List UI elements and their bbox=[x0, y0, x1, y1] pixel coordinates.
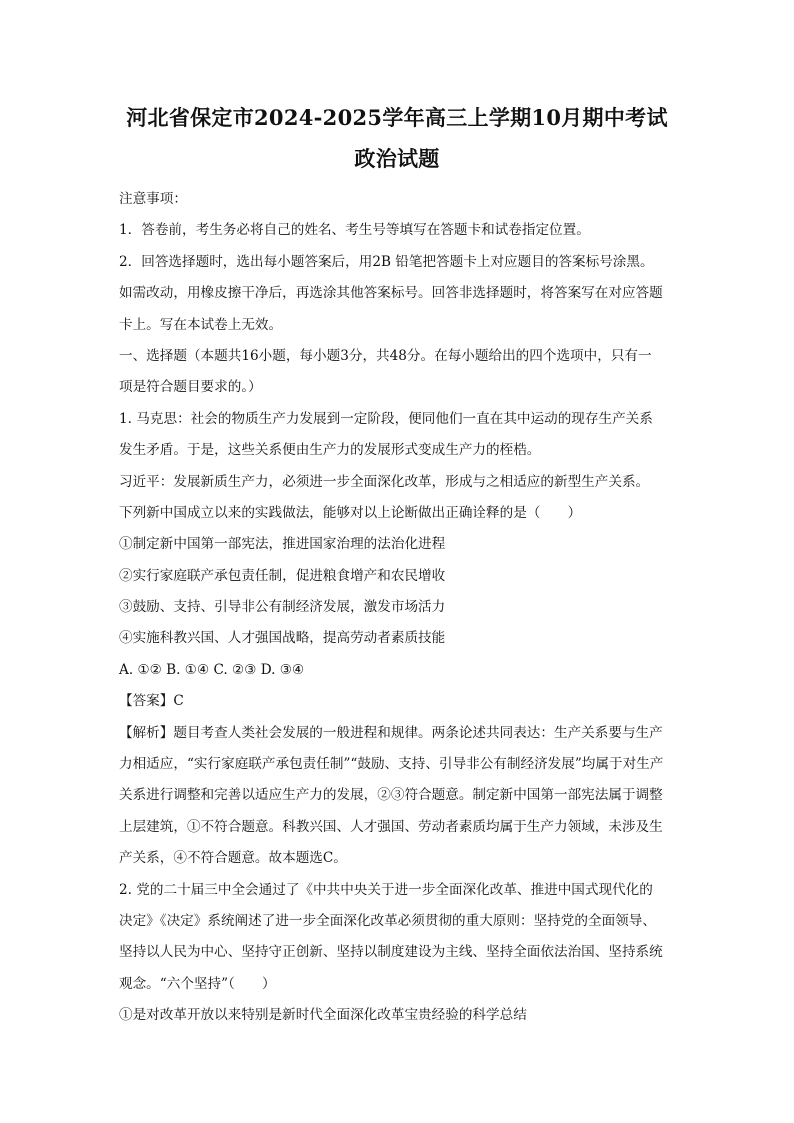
question-1-answer: 【答案】C bbox=[119, 693, 184, 710]
question-2-stem: 观念。“六个坚持”（ ） bbox=[119, 975, 276, 992]
question-2-stem: 坚持以人民为中心、坚持守正创新、坚持以制度建设为主线、坚持全面依法治国、坚持系统 bbox=[119, 944, 663, 961]
question-1-analysis: 产关系，④不符合题意。故本题选C。 bbox=[119, 850, 347, 867]
question-1-stem: 发生矛盾。于是，这些关系便由生产力的发展形式变成生产力的桎梏。 bbox=[119, 442, 541, 459]
question-1-statement: ③鼓励、支持、引导非公有制经济发展，激发市场活力 bbox=[119, 599, 446, 616]
question-1-analysis: 关系进行调整和完善以适应生产力的发展，②③符合题意。制定新中国第一部宪法属于调整 bbox=[119, 787, 663, 804]
question-1-statement: ④实施科教兴国、人才强国战略，提高劳动者素质技能 bbox=[119, 630, 446, 647]
question-2-stem: 2. 党的二十届三中全会通过了《中共中央关于进一步全面深化改革、推进中国式现代化的 bbox=[119, 881, 653, 898]
question-1-analysis: 上层建筑，①不符合题意。科教兴国、人才强国、劳动者素质均属于生产力领域，未涉及生 bbox=[119, 818, 663, 835]
notice-heading: 注意事项： bbox=[119, 191, 187, 207]
notice-item-2-cont: 如需改动，用橡皮擦干净后，再选涂其他答案标号。回答非选择题时，将答案写在对应答题 bbox=[119, 285, 663, 302]
question-1-options: A. ①② B. ①④ C. ②③ D. ③④ bbox=[119, 661, 305, 678]
question-1-analysis: 力相适应，“实行家庭联产承包责任制”“鼓励、支持、引导非公有制经济发展”均属于对生产 bbox=[119, 756, 664, 773]
notice-item-2: 2．回答选择题时，选出每小题答案后，用2B 铅笔把答题卡上对应题目的答案标号涂黑。 bbox=[119, 253, 654, 270]
question-2-stem: 决定》《决定》系统阐述了进一步全面深化改革必须贯彻的重大原则：坚持党的全面领导、 bbox=[119, 912, 656, 929]
question-2-statement: ①是对改革开放以来特别是新时代全面深化改革宝贵经验的科学总结 bbox=[119, 1007, 527, 1024]
document-title: 河北省保定市2024-2025学年高三上学期10月期中考试 bbox=[126, 105, 668, 130]
section-heading-cont: 项是符合题目要求的。） bbox=[119, 379, 262, 396]
question-1-prompt: 下列新中国成立以来的实践做法，能够对以上论断做出正确诠释的是（ ） bbox=[119, 504, 582, 521]
question-1-stem: 习近平：发展新质生产力，必须进一步全面深化改革，形成与之相适应的新型生产关系。 bbox=[119, 473, 650, 490]
document-body bbox=[119, 184, 679, 1032]
question-1-analysis: 【解析】题目考查人类社会发展的一般进程和规律。两条论述共同表达：生产关系要与生产 bbox=[119, 724, 663, 741]
notice-item-1: 1．答卷前，考生务必将自己的姓名、考生号等填写在答题卡和试卷指定位置。 bbox=[119, 222, 590, 239]
section-heading: 一、选择题（本题共16小题，每小题3分，共48分。在每小题给出的四个选项中，只有一 bbox=[119, 347, 652, 364]
question-1-stem: 1. 马克思：社会的物质生产力发展到一定阶段，便同他们一直在其中运动的现存生产关系 bbox=[119, 410, 653, 427]
question-1-statement: ①制定新中国第一部宪法，推进国家治理的法治化进程 bbox=[119, 536, 446, 553]
question-1-statement: ②实行家庭联产承包责任制，促进粮食增产和农民增收 bbox=[119, 567, 446, 584]
document-subtitle: 政治试题 bbox=[354, 146, 440, 171]
notice-item-2-cont: 卡上。写在本试卷上无效。 bbox=[119, 316, 283, 333]
